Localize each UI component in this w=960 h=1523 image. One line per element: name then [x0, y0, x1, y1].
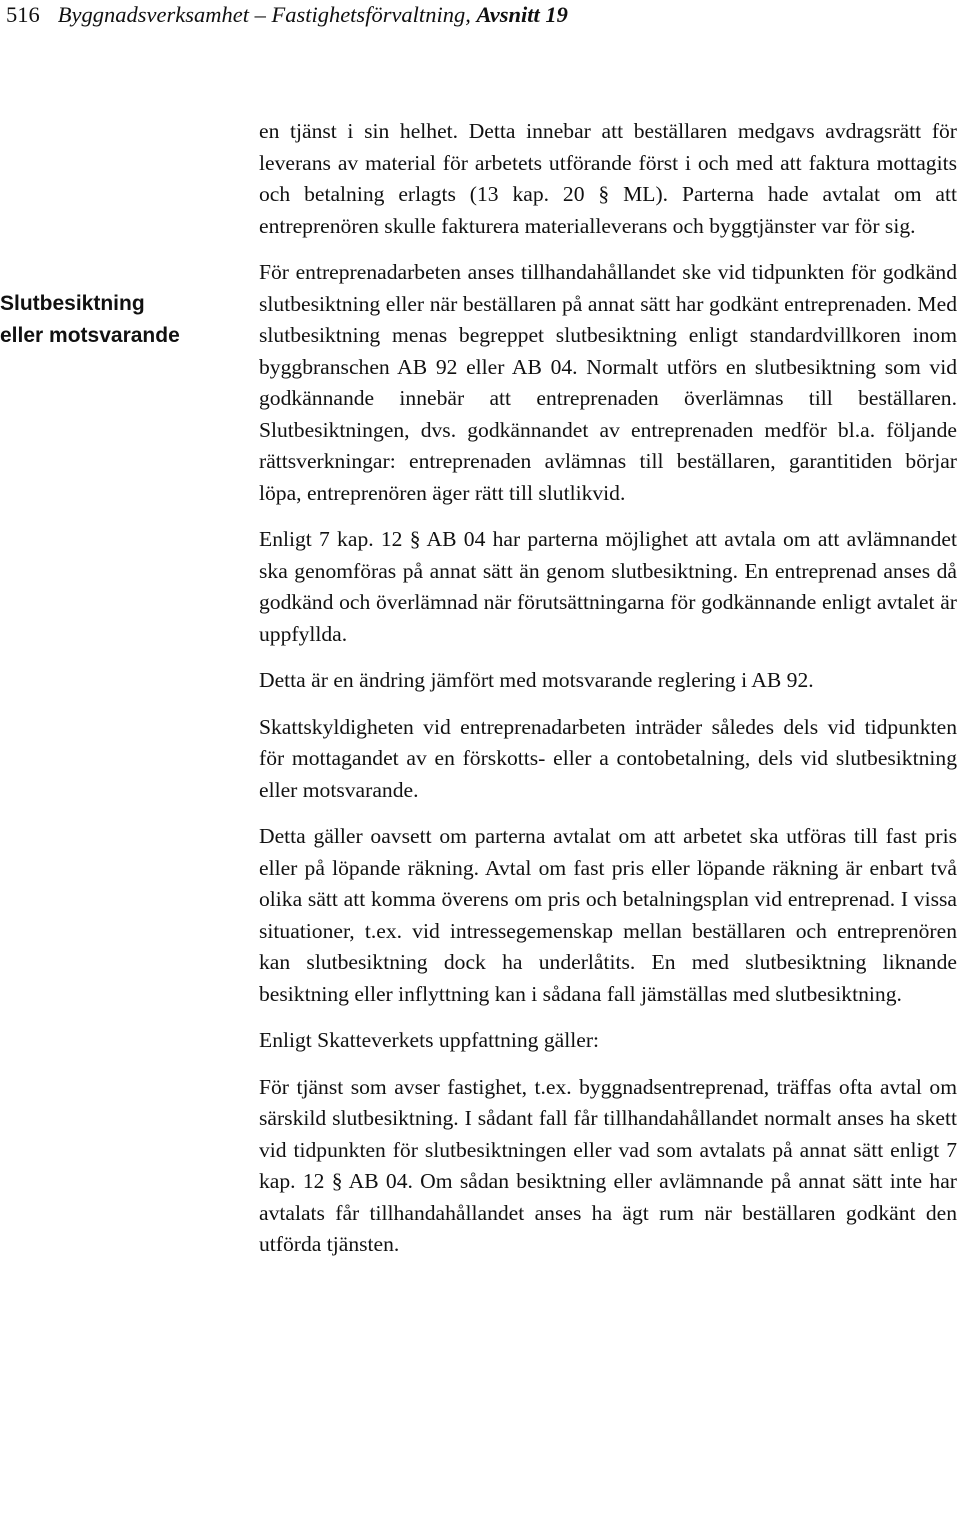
paragraph-3: Enligt 7 kap. 12 § AB 04 har parterna möjlighet att avtala om att avlämnandet ska genomföras på annat sätt än genom slutbesiktning. En entreprenad anses då godkänd och överlämnad när förutsättningarna för godkännande enligt avtalet är uppfyllda. — [259, 527, 957, 646]
side-heading — [0, 288, 215, 352]
paragraph-7: Enligt Skatteverkets uppfattning gäller: — [259, 1028, 600, 1052]
header-section: Avsnitt 19 — [476, 2, 568, 27]
page-header — [6, 0, 568, 30]
header-title — [58, 2, 568, 27]
header-title-text: Byggnadsverksamhet – Fastighetsförvaltning, — [57, 2, 477, 27]
paragraph-6: Detta gäller oavsett om parterna avtalat om att arbetet ska utföras till fast pris eller på löpande räkning. Avtal om fast pris eller löpande räkning är enbart två olika sätt att komma överens om pris och betalningsplan vid entreprenad. I vissa situationer, t.ex. vid intressegemenskap mellan beställaren och entreprenören kan slutbesiktning dock ha underlåtits. En med slutbesiktning liknande besiktning eller inflyttning kan i sådana fall jämställas med slutbesiktning. — [259, 824, 957, 1006]
body-text — [259, 116, 957, 1261]
paragraph-1: en tjänst i sin helhet. Detta innebar att beställaren medgavs avdragsrätt för leverans av material för arbetets utförande först i och med att faktura mottagits och betalning erlagts (13 kap. 20 § ML). Parterna hade avtalat om att entreprenören skulle fakturera materialleverans och byggtjänster var för sig. — [259, 119, 957, 238]
paragraph-5: Skattskyldigheten vid entreprenadarbeten inträder således dels vid tidpunkten för mottagandet av en förskotts- eller a contobetalning, dels vid slutbesiktning eller motsvarande. — [259, 714, 957, 802]
page-number: 516 — [6, 2, 40, 27]
paragraph-4: Detta är en ändring jämfört med motsvarande reglering i AB 92. — [259, 668, 814, 692]
paragraph-2: För entreprenadarbeten anses tillhandahållandet ske vid tidpunkten för godkänd slutbesiktning eller när beställaren på annat sätt har godkänt entreprenaden. Med slutbesiktning menas begreppet slutbesiktning enligt standardvillkoren inom byggbranschen AB 92 eller AB 04. Normalt utförs en slutbesiktning som vid godkännande innebär att entreprenaden överlämnas till beställaren. Slutbesiktningen, dvs. godkännandet av entreprenaden medför bl.a. följande rättsverkningar: entreprenaden avlämnas till beställaren, garantitiden börjar löpa, entreprenören äger rätt till slutlikvid. — [259, 260, 957, 505]
side-heading-line-1: Slutbesiktning — [0, 292, 145, 315]
paragraph-8: För tjänst som avser fastighet, t.ex. byggnadsentreprenad, träffas ofta avtal om särskild slutbesiktning. I sådant fall får tillhandahållandet normalt anses ha skett vid tidpunkten för slutbesiktningen eller vad som avtalats på annat sätt enligt 7 kap. 12 § AB 04. Om sådan besiktning eller avlämnande på annat sätt inte har avtalats får tillhandahållandet anses ha ägt rum när beställaren godkänt den utförda tjänsten. — [259, 1074, 957, 1256]
side-heading-line-2: eller motsvarande — [0, 324, 180, 347]
